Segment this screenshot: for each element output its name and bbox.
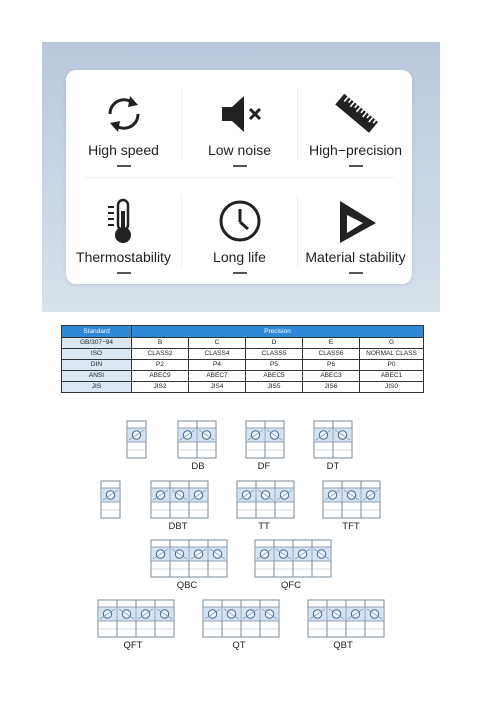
clock-icon (216, 197, 264, 245)
table-row (62, 360, 424, 371)
table-cell: CLASS5 (246, 349, 303, 360)
speaker-mute-icon (216, 90, 264, 138)
bearing-arrangement-figure (322, 480, 381, 519)
table-cell: JIS5 (246, 382, 303, 393)
table-cell: JIS6 (303, 382, 360, 393)
standard-header: Standard (62, 326, 132, 338)
table-cell: ABEC7 (189, 371, 246, 382)
arrangement-label: DB (191, 461, 205, 472)
table-cell: C (189, 338, 246, 349)
table-row (62, 371, 424, 382)
table-cell: NORMAL CLASS (360, 349, 424, 360)
feature-long-life (182, 177, 297, 284)
table-row-header: GB/307−94 (62, 338, 132, 349)
table-row-header: DIN (62, 360, 132, 371)
dash (349, 165, 363, 167)
table-cell: ABEC5 (246, 371, 303, 382)
triangle-logo-icon (332, 197, 380, 245)
feature-low-noise (182, 70, 297, 177)
table-cell: CLASS2 (132, 349, 189, 360)
bearing-arrangement-figure (150, 539, 228, 578)
bearing-arrangement-figure (202, 599, 280, 638)
table-cell: D (246, 338, 303, 349)
bearing-arrangement-figure (313, 420, 353, 459)
feature-thermostability (66, 177, 181, 284)
table-cell: P5 (246, 360, 303, 371)
table-cell: P6 (303, 360, 360, 371)
precision-table (61, 325, 424, 393)
rotation-arrows-icon (100, 90, 148, 138)
table-cell: P0 (360, 360, 424, 371)
bearing-arrangement-figure (254, 539, 332, 578)
table-row-header: JIS (62, 382, 132, 393)
table-cell: ABEC3 (303, 371, 360, 382)
table-row-header: ANSI (62, 371, 132, 382)
thermometer-icon (100, 197, 148, 245)
table-header-row (62, 326, 424, 338)
table-row (62, 382, 424, 393)
feature-label: Long life (213, 249, 266, 265)
bearing-arrangement-figure (150, 480, 209, 519)
feature-high-speed (66, 70, 181, 177)
arrangement-label: QBT (333, 640, 353, 651)
feature-material-stability (298, 177, 413, 284)
table-row (62, 338, 424, 349)
table-cell: E (303, 338, 360, 349)
dash (233, 165, 247, 167)
dash (117, 165, 131, 167)
bearing-arrangement-figure (177, 420, 217, 459)
arrangement-label: QT (232, 640, 246, 651)
table-cell: B (132, 338, 189, 349)
table-cell: ABEC9 (132, 371, 189, 382)
table-cell: CLASS6 (303, 349, 360, 360)
arrangement-label: QBC (176, 580, 198, 591)
table-cell: JIS0 (360, 382, 424, 393)
feature-high-precision (298, 70, 413, 177)
dash (117, 272, 131, 274)
table-cell: JIS4 (189, 382, 246, 393)
bearing-arrangement-figure (126, 420, 147, 459)
arrangement-label: TT (258, 521, 270, 532)
feature-label: High−precision (309, 142, 402, 158)
table-row-header: ISO (62, 349, 132, 360)
table-cell: P4 (189, 360, 246, 371)
bearing-arrangement-figure (245, 420, 285, 459)
dash (349, 272, 363, 274)
table-cell: P2 (132, 360, 189, 371)
table-cell: CLASS4 (189, 349, 246, 360)
feature-label: Low noise (207, 142, 272, 158)
table-cell: JIS2 (132, 382, 189, 393)
table-cell: G (360, 338, 424, 349)
arrangement-label: DBT (168, 521, 188, 532)
arrangement-label: QFT (123, 640, 143, 651)
bearing-arrangement-figure (97, 599, 175, 638)
arrangement-label: TFT (342, 521, 360, 532)
arrangement-label: DF (257, 461, 271, 472)
precision-header: Precision (132, 326, 424, 338)
feature-label: Material stability (305, 249, 406, 265)
table-row (62, 349, 424, 360)
feature-card (66, 70, 412, 284)
table-cell: ABEC1 (360, 371, 424, 382)
feature-label: Thermostability (76, 249, 171, 265)
bearing-arrangement-figure (100, 480, 121, 519)
bearing-arrangement-figure (236, 480, 295, 519)
ruler-icon (332, 90, 380, 138)
arrangement-label: DT (326, 461, 340, 472)
bearing-arrangement-figure (307, 599, 385, 638)
arrangement-label: QFC (280, 580, 302, 591)
feature-label: High speed (88, 142, 159, 158)
dash (233, 272, 247, 274)
